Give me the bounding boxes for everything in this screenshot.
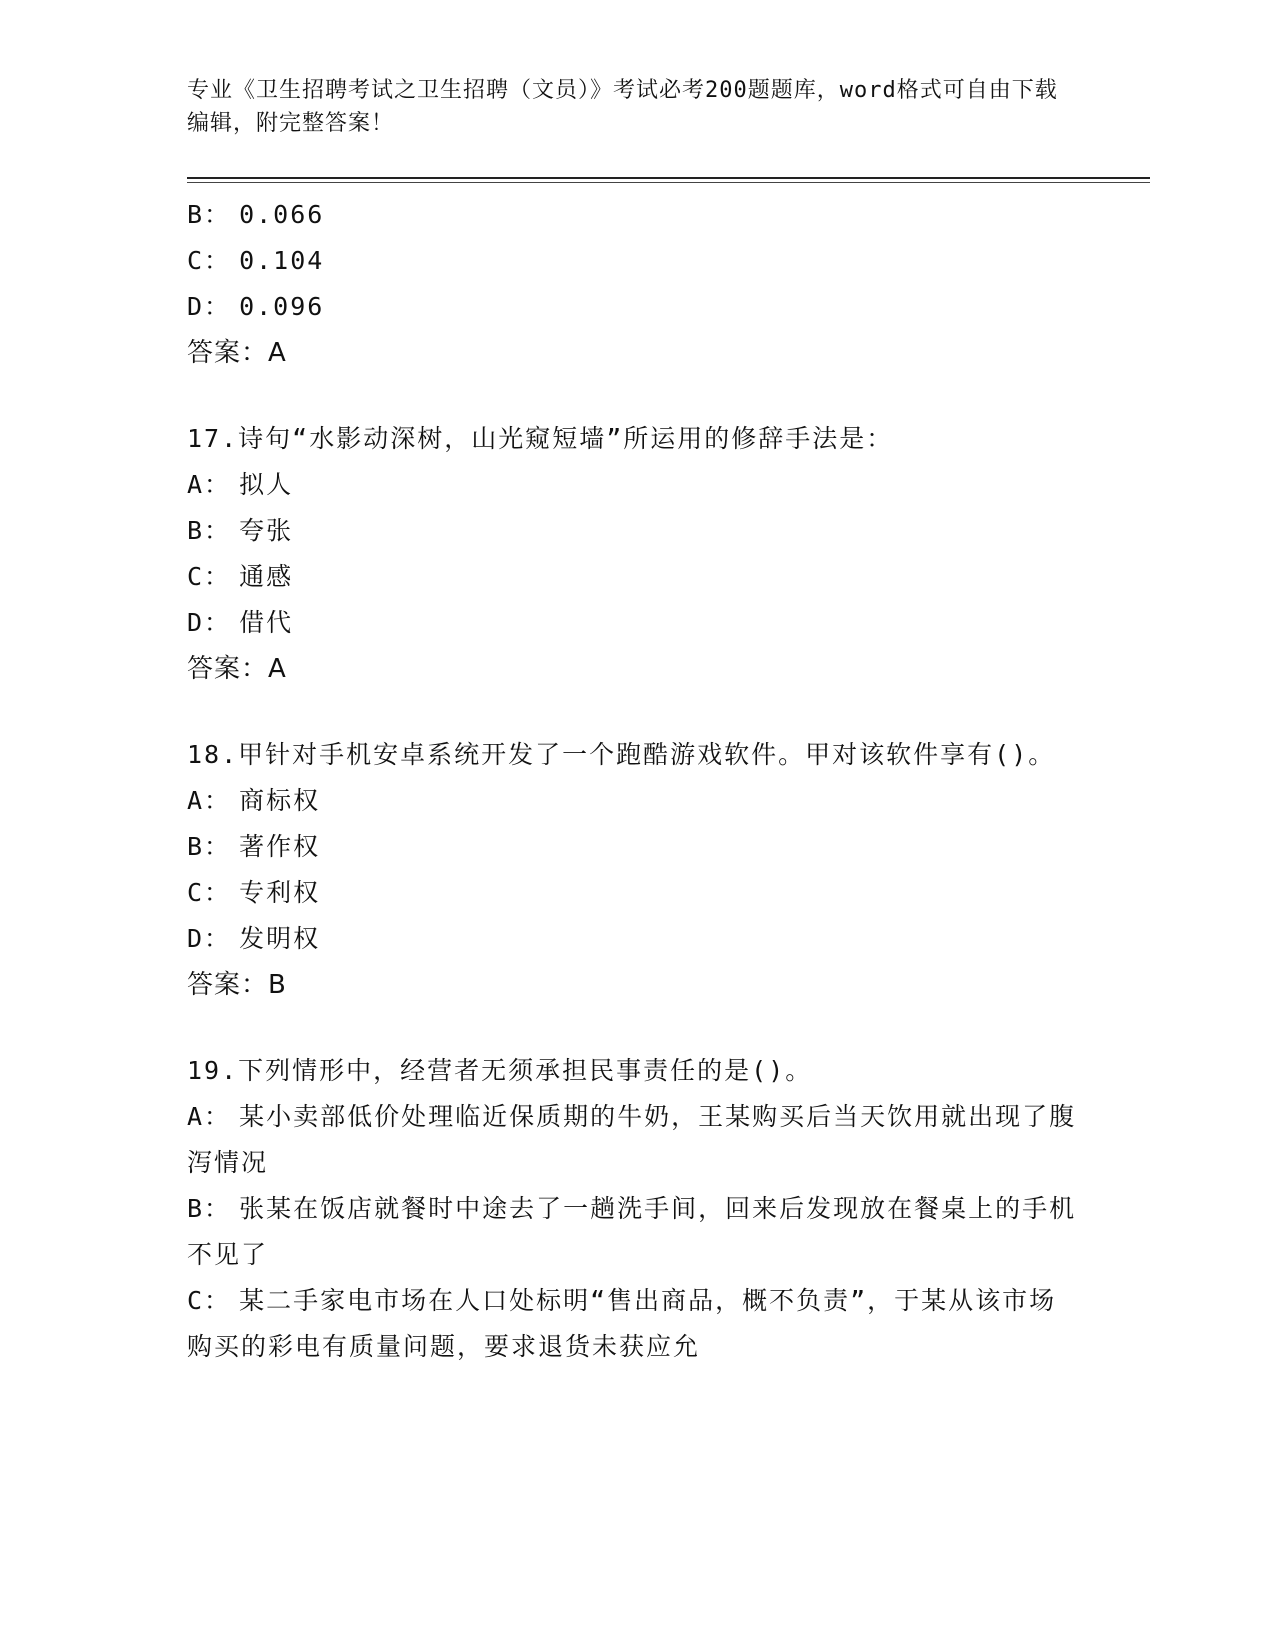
option-text: 专利权 [239,878,321,907]
option-text: 商标权 [239,786,321,815]
header-text: 专业《卫生招聘考试之卫生招聘（文员）》考试必考200题题库，word格式可自由下载编辑，附完整答案！ [187,78,1058,136]
header-divider-thick [187,177,1150,179]
option-label: B： [187,832,232,861]
option-d [187,600,1077,646]
option-text: 通感 [239,562,294,591]
question-title: 17.诗句“水影动深树，山光窥短墙”所运用的修辞手法是： [187,424,894,453]
answer-line: 答案：B [187,970,287,1000]
question-19 [187,1048,1077,1370]
option-b [187,1186,1077,1278]
option-d [187,916,1077,962]
option-label: C： [187,1286,232,1315]
option-label: D： [187,608,232,637]
option-b [187,508,1077,554]
option-text: 0.066 [239,200,325,229]
question-title: 18.甲针对手机安卓系统开发了一个跑酷游戏软件。甲对该软件享有()。 [187,740,1056,769]
option-label: D： [187,292,232,321]
option-c [187,870,1077,916]
option-text: 0.096 [239,292,325,321]
option-text: 著作权 [239,832,321,861]
option-a [187,778,1077,824]
option-label: B： [187,516,232,545]
question-18 [187,732,1077,1008]
option-label: A： [187,1102,232,1131]
option-d [187,284,1077,330]
document-body [187,192,1077,1370]
option-label: C： [187,246,232,275]
spacer [187,376,1077,416]
option-label: D： [187,924,232,953]
option-text: 某小卖部低价处理临近保质期的牛奶，王某购买后当天饮用就出现了腹泻情况 [187,1102,1077,1177]
question-17 [187,416,1077,692]
header-divider-thin [187,182,1150,183]
option-b [187,192,1077,238]
option-label: A： [187,786,232,815]
option-text: 夸张 [239,516,294,545]
option-c [187,238,1077,284]
option-label: B： [187,200,232,229]
option-c [187,554,1077,600]
spacer [187,1008,1077,1048]
question-title: 19.下列情形中，经营者无须承担民事责任的是()。 [187,1056,813,1085]
option-a [187,1094,1077,1186]
answer-line: 答案：A [187,654,287,684]
option-text: 借代 [239,608,294,637]
option-label: A： [187,470,232,499]
option-text: 某二手家电市场在人口处标明“售出商品，概不负责”，于某从该市场购买的彩电有质量问题，要求退货未获应允 [187,1286,1057,1361]
answer-line: 答案：A [187,338,287,368]
option-label: B： [187,1194,232,1223]
option-text: 张某在饭店就餐时中途去了一趟洗手间，回来后发现放在餐桌上的手机不见了 [187,1194,1077,1269]
option-text: 发明权 [239,924,321,953]
option-text: 拟人 [239,470,294,499]
option-text: 0.104 [239,246,325,275]
spacer [187,692,1077,732]
prev-question-block [187,192,1077,376]
option-c [187,1278,1077,1370]
document-header [187,74,1067,140]
option-b [187,824,1077,870]
option-a [187,462,1077,508]
option-label: C： [187,878,232,907]
option-label: C： [187,562,232,591]
